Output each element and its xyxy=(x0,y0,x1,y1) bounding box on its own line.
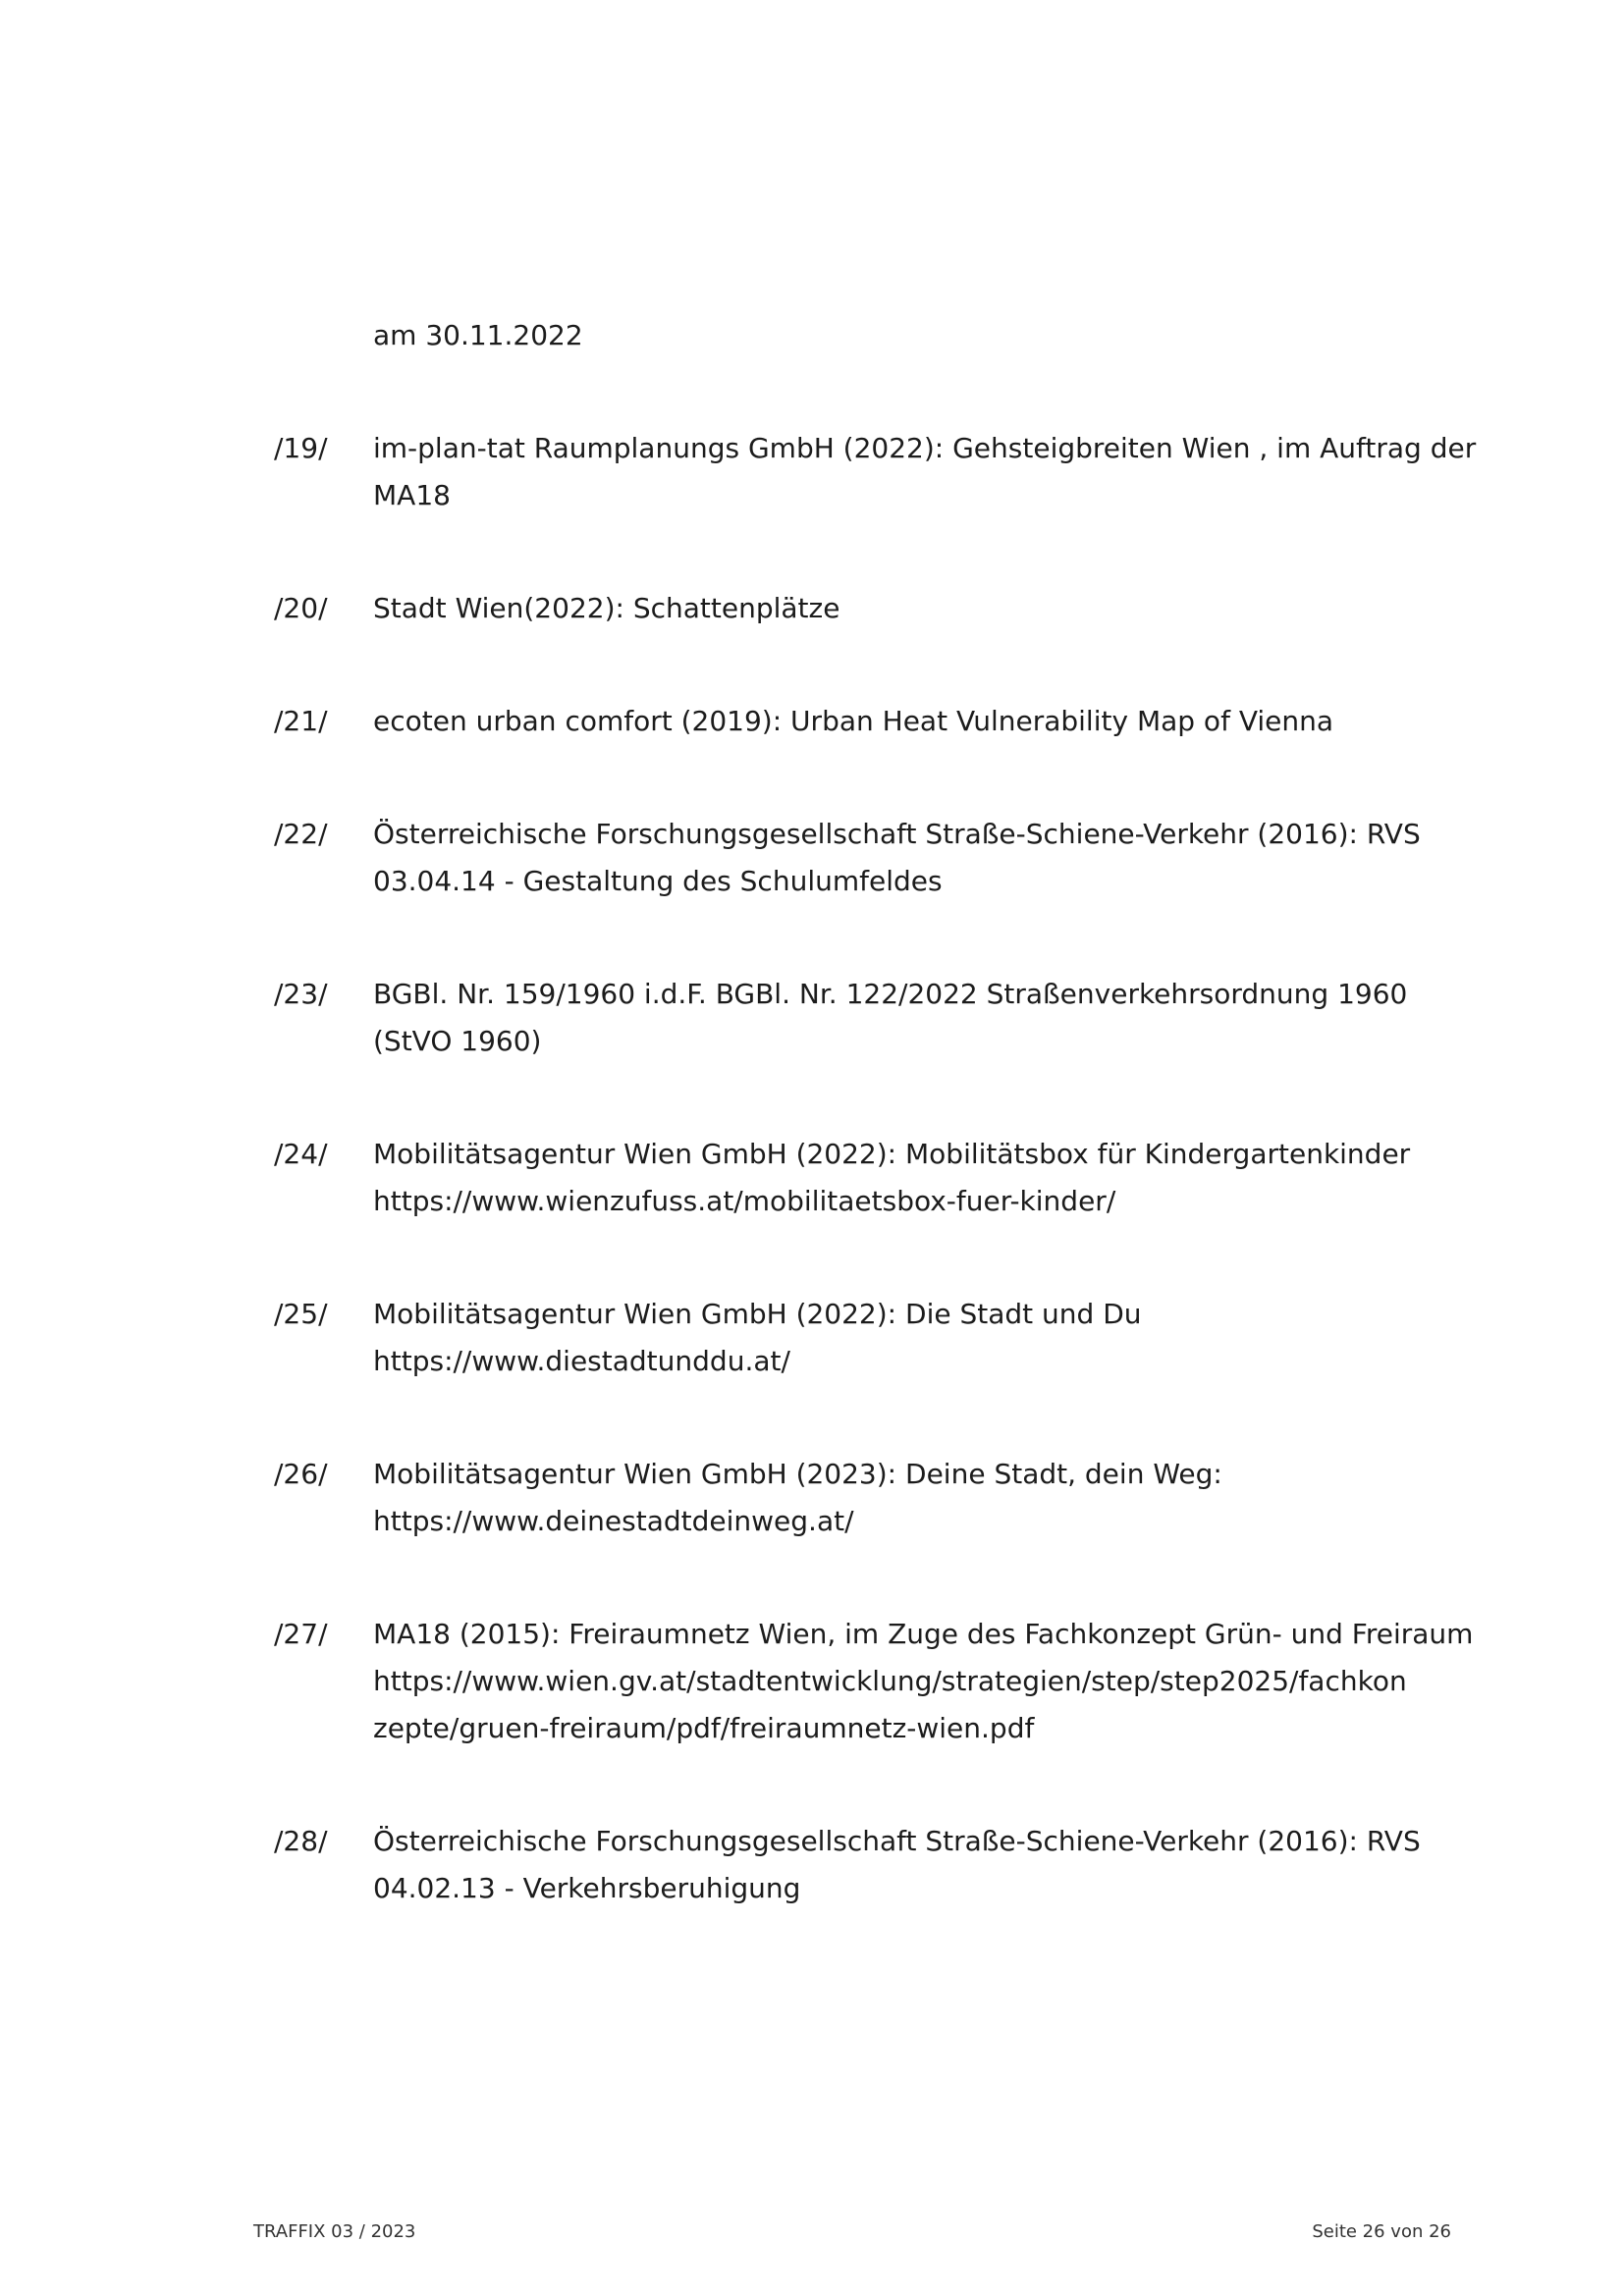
reference-text-line: im-plan-tat Raumplanungs GmbH (2022): Gehsteigbreiten Wien , im Auftrag der xyxy=(373,432,1477,464)
reference-text-line: https://www.diestadtunddu.at/ xyxy=(373,1345,790,1377)
reference-text-line: zepte/gruen-freiraum/pdf/freiraumnetz-wien.pdf xyxy=(373,1712,1035,1744)
reference-entry xyxy=(274,811,1452,905)
reference-text-line: MA18 (2015): Freiraumnetz Wien, im Zuge des Fachkonzept Grün- und Freiraum xyxy=(373,1618,1474,1650)
reference-entry xyxy=(274,698,1452,745)
reference-number: /28/ xyxy=(274,1825,328,1857)
reference-entry xyxy=(274,1131,1452,1225)
reference-number: /24/ xyxy=(274,1138,328,1170)
reference-text xyxy=(373,971,1452,1065)
reference-text xyxy=(373,1131,1452,1225)
reference-text-line: Mobilitätsagentur Wien GmbH (2022): Mobilitätsbox für Kindergartenkinder xyxy=(373,1138,1411,1170)
footer-page-number: Seite 26 von 26 xyxy=(1312,2221,1451,2242)
reference-entry xyxy=(274,1611,1474,1752)
reference-text-line: 03.04.14 - Gestaltung des Schulumfeldes xyxy=(373,865,943,897)
reference-number: /19/ xyxy=(274,432,328,464)
reference-text-line: https://www.wienzufuss.at/mobilitaetsbox-fuer-kinder/ xyxy=(373,1185,1116,1217)
reference-text-line: 04.02.13 - Verkehrsberuhigung xyxy=(373,1872,801,1904)
reference-entry xyxy=(274,1818,1452,1912)
reference-text-line: Mobilitätsagentur Wien GmbH (2023): Deine Stadt, dein Weg: xyxy=(373,1458,1222,1490)
reference-text xyxy=(373,811,1452,905)
footer-document-id: TRAFFIX 03 / 2023 xyxy=(253,2221,416,2242)
reference-entry xyxy=(274,1451,1452,1545)
reference-text-line: Mobilitätsagentur Wien GmbH (2022): Die Stadt und Du xyxy=(373,1298,1142,1330)
reference-text-line: ecoten urban comfort (2019): Urban Heat Vulnerability Map of Vienna xyxy=(373,705,1334,737)
reference-number: /21/ xyxy=(274,705,328,737)
reference-number: /27/ xyxy=(274,1618,328,1650)
reference-text xyxy=(373,1451,1452,1545)
reference-text xyxy=(373,425,1477,519)
reference-text-line: Österreichische Forschungsgesellschaft Straße-Schiene-Verkehr (2016): RVS xyxy=(373,818,1421,850)
reference-entry xyxy=(274,585,1452,632)
reference-continuation: am 30.11.2022 xyxy=(373,319,583,351)
reference-list xyxy=(274,312,1477,1978)
reference-entry xyxy=(274,425,1477,519)
reference-text-line: https://www.deinestadtdeinweg.at/ xyxy=(373,1505,854,1537)
reference-number: /25/ xyxy=(274,1298,328,1330)
reference-entry xyxy=(274,1291,1452,1385)
reference-text-line: https://www.wien.gv.at/stadtentwicklung/strategien/step/step2025/fachkon xyxy=(373,1665,1407,1697)
reference-text xyxy=(373,1611,1474,1752)
reference-items xyxy=(274,425,1477,1912)
reference-text xyxy=(373,585,1452,632)
reference-text-line: MA18 xyxy=(373,479,451,511)
reference-text-line: Stadt Wien(2022): Schattenplätze xyxy=(373,592,840,624)
reference-text-line: Österreichische Forschungsgesellschaft Straße-Schiene-Verkehr (2016): RVS xyxy=(373,1825,1421,1857)
reference-entry xyxy=(274,971,1452,1065)
reference-text-line: BGBl. Nr. 159/1960 i.d.F. BGBl. Nr. 122/2022 Straßenverkehrsordnung 1960 xyxy=(373,978,1408,1010)
reference-text xyxy=(373,698,1452,745)
reference-number: /26/ xyxy=(274,1458,328,1490)
reference-text xyxy=(373,1818,1452,1912)
reference-number: /22/ xyxy=(274,818,328,850)
reference-text xyxy=(373,1291,1452,1385)
reference-text-line: (StVO 1960) xyxy=(373,1025,542,1057)
reference-number: /23/ xyxy=(274,978,328,1010)
reference-number: /20/ xyxy=(274,592,328,624)
